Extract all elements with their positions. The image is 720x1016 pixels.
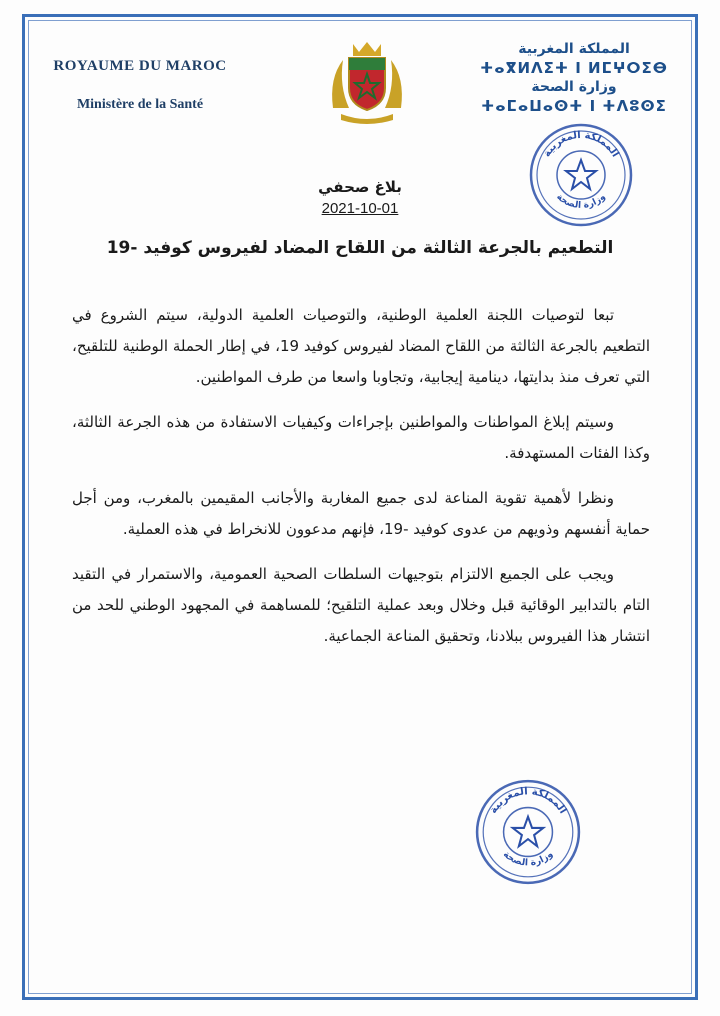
kingdom-label-tifinagh: ⵜⴰⴳⵍⴷⵉⵜ ⵏ ⵍⵎⵖⵔⵉⴱ xyxy=(480,59,668,77)
ministry-label-fr: Ministère de la Santé xyxy=(76,97,204,112)
seal-text-outer: المملكة المغربية xyxy=(541,129,621,160)
kingdom-label-fr: ROYAUME DU MAROC xyxy=(53,58,227,74)
release-date: 2021-10-01 xyxy=(321,200,399,217)
seal-text-outer: المملكة المغربية xyxy=(487,786,569,816)
release-body xyxy=(72,300,650,666)
paragraph: وسيتم إبلاغ المواطنات والمواطنين بإجراءات وكيفيات الاستفادة من هذه الجرعة الثالثة، وكذا الفئات المستهدفة. xyxy=(72,413,650,462)
coat-of-arms-icon xyxy=(323,38,411,126)
title-block xyxy=(150,178,570,217)
seal-text-inner: وزارة الصحة xyxy=(500,848,556,869)
release-subject: التطعيم بالجرعة الثالثة من اللقاح المضاد لفيروس كوفيد -19 xyxy=(106,238,614,258)
press-release-label: بلاغ صحفي xyxy=(318,178,402,196)
header-left-french xyxy=(40,58,240,113)
seal-text-inner: وزارة الصحة xyxy=(554,192,608,211)
paragraph: ونظرا لأهمية تقوية المناعة لدى جميع المغاربة والأجانب المقيمين بالمغرب، ومن أجل حماية أنفسهم وذويهم من عدوى كوفيد -19، فإنهم مدعوون للانخراط في هذه العملية. xyxy=(72,489,650,538)
ministry-seal-bottom-icon xyxy=(472,776,584,888)
header-right-arabic xyxy=(474,40,674,116)
paragraph: ويجب على الجميع الالتزام بتوجيهات السلطات الصحية العمومية، والاستمرار في التقيد التام بالتدابير الوقائية قبل وخلال وبعد عملية التلقيح؛ للمساهمة في المجهود الوطني للحد من انتشار هذا الفيروس ببلادنا، وتحقيق المناعة الجماعية. xyxy=(72,565,650,645)
svg-text:وزارة الصحة xyxy=(501,849,556,869)
ministry-label-tifinagh: ⵜⴰⵎⴰⵡⴰⵙⵜ ⵏ ⵜⴷⵓⵙⵉ xyxy=(481,97,667,115)
kingdom-label-ar: المملكة المغربية xyxy=(518,41,630,57)
paragraph: تبعا لتوصيات اللجنة العلمية الوطنية، والتوصيات العلمية الدولية، سيتم الشروع في التطعيم بالجرعة الثالثة من اللقاح المضاد لفيروس كوفيد 19، في إطار الحملة الوطنية للتلقيح، التي تعرف منذ بدايتها، دينامية إيجابية، وتجاوبا واسعا من طرف المواطنين. xyxy=(72,306,651,386)
ministry-label-ar: وزارة الصحة xyxy=(531,79,617,95)
